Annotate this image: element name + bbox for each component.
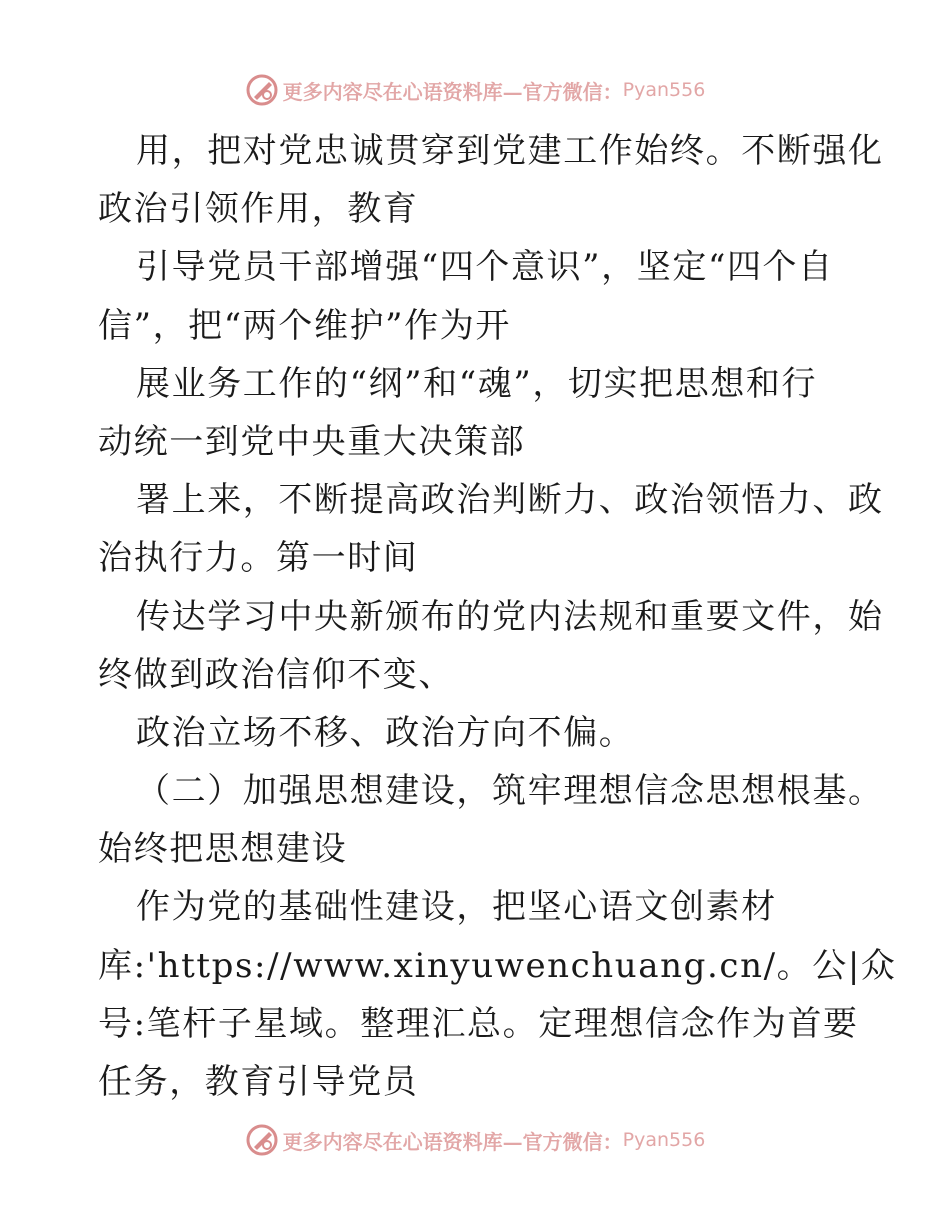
paragraph-line: 信”，把“两个维护”作为开 — [98, 305, 511, 346]
banner-wechat-id: Pyan556 — [622, 79, 706, 101]
paragraph-line: 任务，教育引导党员 — [98, 1062, 419, 1102]
paragraph-line: 作为党的基础性建设，把坚心语文创素材 — [136, 887, 777, 928]
paragraph-line: 政治立场不移、政治方向不偏。 — [136, 712, 635, 753]
header-watermark-banner — [0, 70, 950, 110]
section-heading-line: （二）加强思想建设，筑牢理想信念思想根基。 — [136, 771, 884, 812]
paragraph-line: 号:笔杆子星域。整理汇总。定理想信念作为首要 — [98, 1003, 859, 1044]
paragraph-line-url: 库:'https://www.xinyuwenchuang.cn/。公|众 — [98, 945, 897, 986]
logo-icon — [245, 73, 279, 107]
paragraph-line: 传达学习中央新颁布的党内法规和重要文件，始 — [136, 596, 884, 637]
footer-watermark-banner — [0, 1120, 950, 1160]
paragraph-line: 用，把对党忠诚贯穿到党建工作始终。不断强化 — [136, 131, 884, 171]
banner-text: 更多内容尽在心语资料库—官方微信： — [282, 1129, 623, 1154]
paragraph-line: 动统一到党中央重大决策部 — [98, 421, 526, 462]
logo-icon — [245, 1123, 279, 1157]
paragraph-line: 引导党员干部增强“四个意识”，坚定“四个自 — [136, 247, 834, 288]
paragraph-line: 政治引领作用，教育 — [98, 189, 419, 230]
paragraph-line: 署上来，不断提高政治判断力、政治领悟力、政 — [136, 480, 884, 521]
banner-text: 更多内容尽在心语资料库—官方微信： — [282, 79, 623, 104]
banner-wechat-id: Pyan556 — [622, 1129, 706, 1151]
paragraph-line: 展业务工作的“纲”和“魂”，切实把思想和行 — [136, 363, 818, 404]
paragraph-line: 治执行力。第一时间 — [98, 538, 419, 579]
paragraph-line: 终做到政治信仰不变、 — [98, 654, 454, 695]
paragraph-line: 始终把思想建设 — [98, 829, 348, 870]
document-body — [98, 122, 897, 1111]
